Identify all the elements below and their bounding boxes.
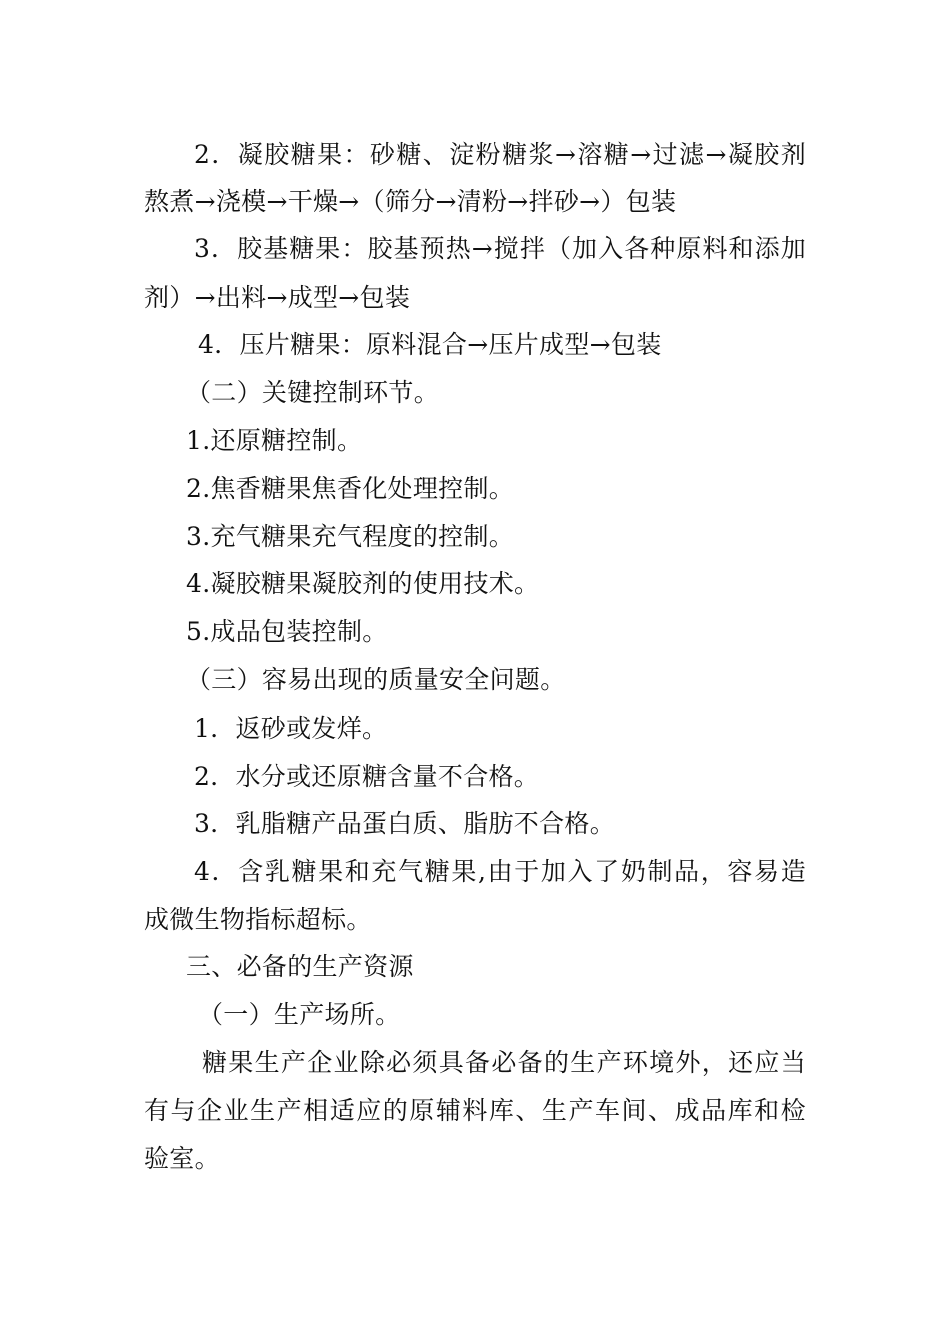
text-line-16: 4．含乳糖果和充气糖果,由于加入了奶制品，容易造 bbox=[194, 857, 806, 886]
text-line-22: 验室。 bbox=[144, 1144, 220, 1173]
text-line-15: 3．乳脂糖产品蛋白质、脂肪不合格。 bbox=[194, 809, 616, 838]
text-line-1: 2．凝胶糖果：砂糖、淀粉糖浆→溶糖→过滤→凝胶剂 bbox=[194, 140, 806, 169]
text-line-2: 熬煮→浇模→干燥→（筛分→清粉→拌砂→）包装 bbox=[144, 187, 677, 216]
text-line-21: 有与企业生产相适应的原辅料库、生产车间、成品库和检 bbox=[144, 1096, 806, 1125]
text-line-14: 2．水分或还原糖含量不合格。 bbox=[194, 762, 540, 791]
section-heading-production-resources: 三、必备的生产资源 bbox=[186, 952, 414, 981]
text-line-3: 3．胶基糖果：胶基预热→搅拌（加入各种原料和添加 bbox=[194, 234, 806, 263]
subsection-heading-production-site: （一）生产场所。 bbox=[198, 1000, 401, 1029]
text-line-4: 剂）→出料→成型→包装 bbox=[144, 283, 411, 312]
text-line-11: 5.成品包装控制。 bbox=[186, 617, 388, 646]
text-line-13: 1．返砂或发烊。 bbox=[194, 714, 388, 743]
text-line-20: 糖果生产企业除必须具备必备的生产环境外，还应当 bbox=[202, 1048, 806, 1077]
text-line-9: 3.充气糖果充气程度的控制。 bbox=[186, 522, 515, 551]
text-line-8: 2.焦香糖果焦香化处理控制。 bbox=[186, 474, 515, 503]
section-heading-key-control: （二）关键控制环节。 bbox=[186, 378, 440, 407]
text-line-7: 1.还原糖控制。 bbox=[186, 426, 363, 455]
text-line-17: 成微生物指标超标。 bbox=[144, 905, 372, 934]
section-heading-quality-issues: （三）容易出现的质量安全问题。 bbox=[186, 665, 566, 694]
text-line-5: 4．压片糖果：原料混合→压片成型→包装 bbox=[198, 330, 662, 359]
text-line-10: 4.凝胶糖果凝胶剂的使用技术。 bbox=[186, 569, 540, 598]
